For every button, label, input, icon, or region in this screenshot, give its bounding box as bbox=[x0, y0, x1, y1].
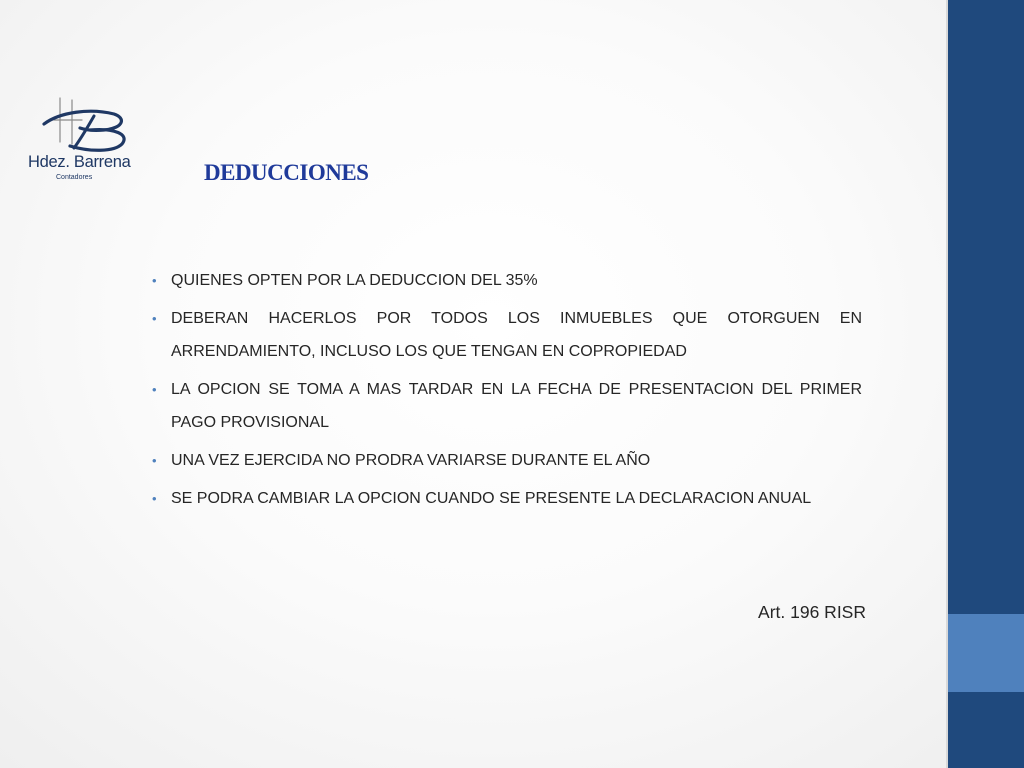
citation: Art. 196 RISR bbox=[758, 602, 866, 622]
bullet-item bbox=[150, 444, 862, 477]
bullet-dot-icon: • bbox=[152, 491, 157, 506]
bullet-text: LA OPCION SE TOMA A MAS TARDAR EN LA FECHA DE PRESENTACION DEL PRIMER PAGO PROVISIONAL bbox=[171, 381, 862, 431]
bullet-text: SE PODRA CAMBIAR LA OPCION CUANDO SE PRESENTE LA DECLARACION ANUAL bbox=[171, 490, 812, 507]
bullet-dot-icon: • bbox=[152, 382, 157, 397]
company-logo bbox=[26, 94, 138, 186]
hb-monogram-icon bbox=[34, 94, 134, 156]
bullet-dot-icon: • bbox=[152, 453, 157, 468]
bullet-list bbox=[150, 264, 862, 520]
bullet-text: UNA VEZ EJERCIDA NO PRODRA VARIARSE DURANTE EL AÑO bbox=[171, 452, 651, 469]
bullet-dot-icon: • bbox=[152, 273, 157, 288]
logo-name: Hdez. Barrena bbox=[28, 153, 131, 171]
bullet-item bbox=[150, 302, 862, 368]
bullet-item bbox=[150, 373, 862, 439]
bullet-item bbox=[150, 482, 862, 515]
bullet-item bbox=[150, 264, 862, 297]
bullet-text: QUIENES OPTEN POR LA DEDUCCION DEL 35% bbox=[171, 272, 538, 289]
bullet-text: DEBERAN HACERLOS POR TODOS LOS INMUEBLES QUE OTORGUEN EN ARRENDAMIENTO, INCLUSO LOS QUE TENGAN EN COPROPIEDAD bbox=[171, 310, 862, 360]
bullet-dot-icon: • bbox=[152, 311, 157, 326]
side-band-accent bbox=[948, 614, 1024, 692]
logo-subtitle: Contadores bbox=[56, 174, 93, 181]
slide-title: DEDUCCIONES bbox=[204, 160, 369, 185]
